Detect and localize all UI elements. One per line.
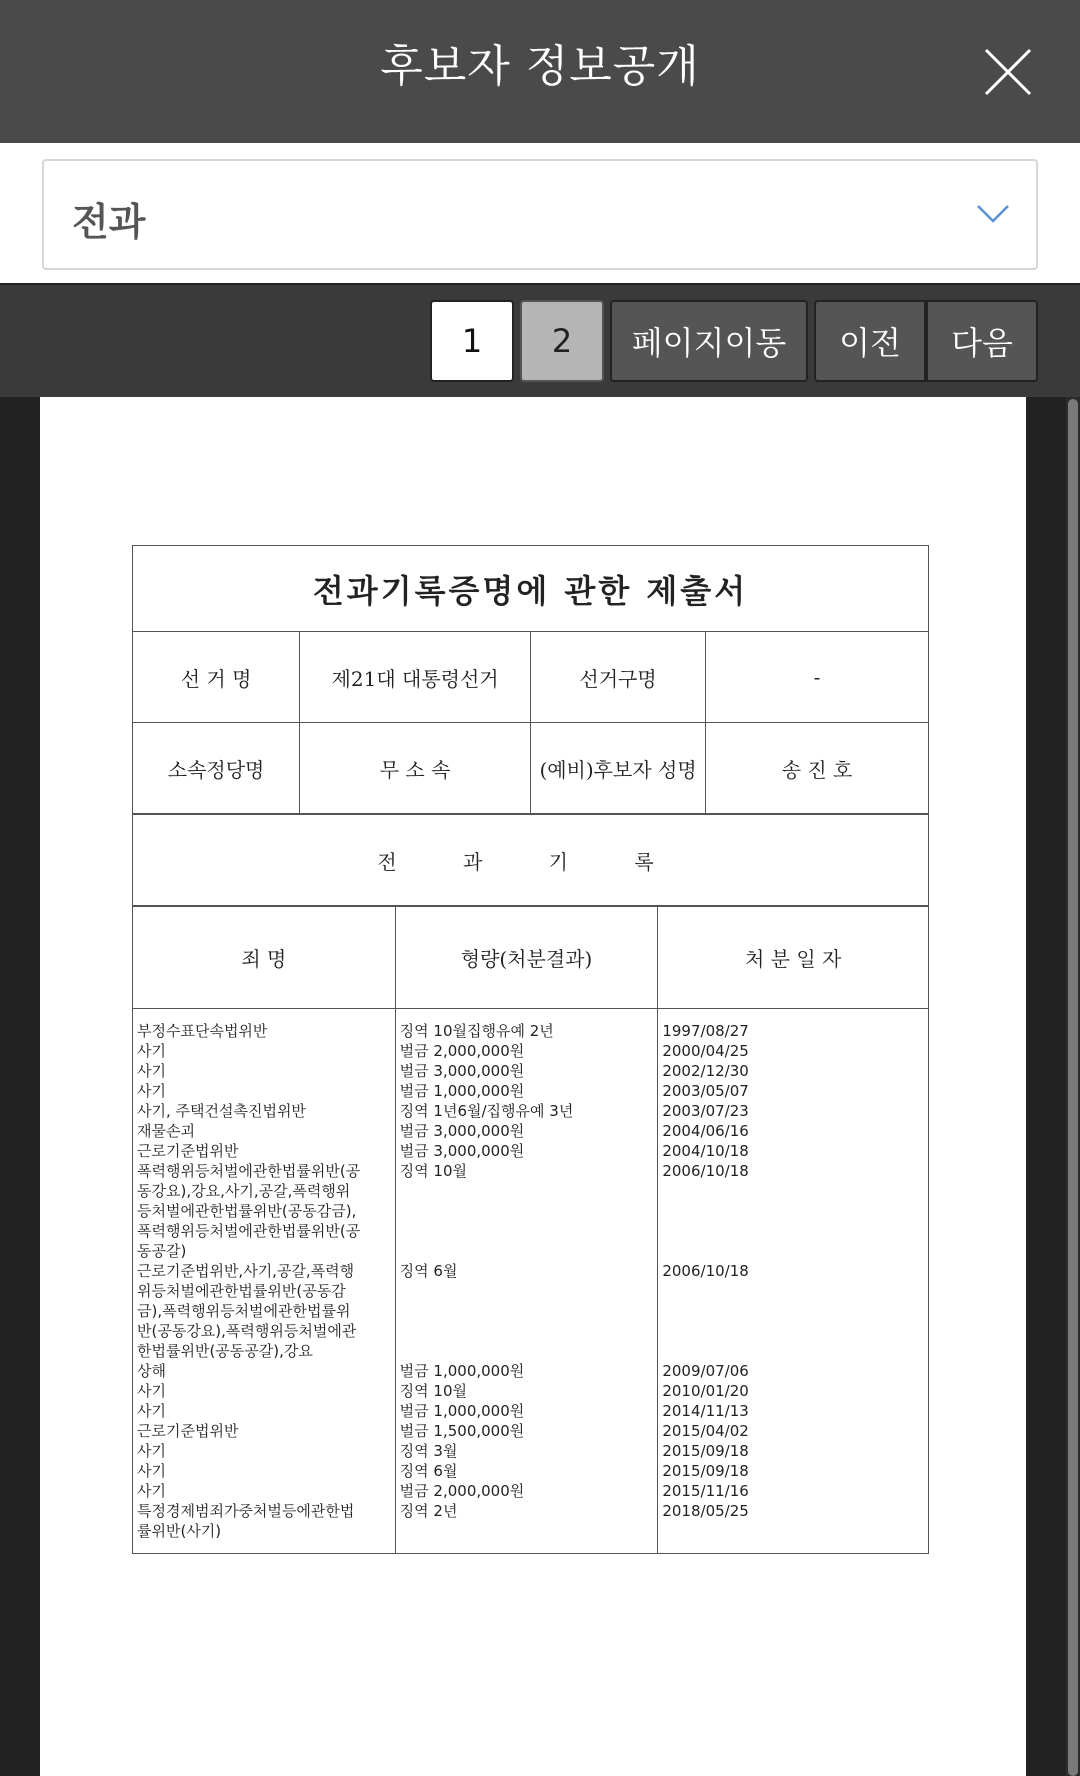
crime-line: 사기, 주택건설촉진법위반 (137, 1102, 306, 1120)
date-line: 2003/07/23 (662, 1102, 749, 1120)
party-value: 무 소 속 (300, 723, 531, 814)
sentence-line: 벌금 1,000,000원 (399, 1082, 525, 1100)
date-line: 2004/10/18 (662, 1142, 749, 1160)
sentence-line (400, 1341, 656, 1361)
crime-line: 동공갈) (137, 1242, 187, 1260)
date-line: 2015/04/02 (662, 1422, 749, 1440)
date-line (662, 1221, 926, 1241)
sentence-list (395, 1009, 658, 1554)
sentence-line (400, 1241, 656, 1261)
date-line: 2014/11/13 (662, 1402, 749, 1420)
sentence-line (400, 1521, 656, 1541)
sentence-line (400, 1301, 656, 1321)
crime-line: 사기 (137, 1062, 166, 1080)
crime-line: 한법률위반(공동공갈),강요 (137, 1342, 313, 1360)
sentence-line (400, 1321, 656, 1341)
category-select[interactable] (42, 159, 1038, 270)
crime-line: 금),폭력행위등처벌에관한법률위 (137, 1302, 351, 1320)
page-2-button[interactable]: 2 (520, 300, 604, 382)
criminal-record-form (132, 545, 929, 1554)
date-line (662, 1201, 926, 1221)
date-line: 2018/05/25 (662, 1502, 749, 1520)
candidate-label: (예비)후보자 성명 (530, 723, 705, 814)
date-line: 2006/10/18 (662, 1262, 749, 1280)
sentence-line: 징역 2년 (399, 1502, 458, 1520)
election-label: 선 거 명 (133, 632, 300, 723)
date-line (662, 1341, 926, 1361)
next-button[interactable]: 다음 (926, 300, 1038, 382)
crime-line: 폭력행위등처벌에관한법률위반(공 (137, 1162, 361, 1180)
sentence-line: 징역 10월 (399, 1162, 467, 1180)
date-line (662, 1321, 926, 1341)
crime-line: 사기 (137, 1442, 166, 1460)
sentence-line: 징역 10월 (399, 1382, 467, 1400)
district-value: - (706, 632, 929, 723)
modal-title: 후보자 정보공개 (380, 41, 700, 92)
crime-line: 사기 (137, 1082, 166, 1100)
date-line: 2004/06/16 (662, 1122, 749, 1140)
date-line (662, 1521, 926, 1541)
sentence-line: 벌금 1,500,000원 (399, 1422, 525, 1440)
crime-line: 위등처벌에관한법률위반(공동감 (137, 1282, 346, 1300)
crime-line: 부정수표단속법위반 (137, 1022, 268, 1040)
crime-line: 등처벌에관한법률위반(공동감금), (137, 1202, 357, 1220)
date-line (662, 1281, 926, 1301)
category-select-value: 전과 (72, 200, 146, 244)
date-line: 2006/10/18 (662, 1162, 749, 1180)
pagination-bar (0, 283, 1080, 397)
column-header-date: 처 분 일 자 (658, 907, 929, 1009)
sentence-line (400, 1181, 656, 1201)
document-viewer[interactable] (0, 397, 1080, 1776)
sentence-line: 벌금 2,000,000원 (399, 1042, 525, 1060)
date-line: 2009/07/06 (662, 1362, 749, 1380)
date-line: 2015/09/18 (662, 1462, 749, 1480)
sentence-line: 벌금 1,000,000원 (399, 1362, 525, 1380)
sentence-line: 벌금 3,000,000원 (399, 1142, 525, 1160)
page-move-button[interactable]: 페이지이동 (610, 300, 808, 382)
date-line: 2015/11/16 (662, 1482, 749, 1500)
sentence-line: 징역 6월 (399, 1462, 458, 1480)
party-label: 소속정당명 (133, 723, 300, 814)
date-line: 1997/08/27 (662, 1022, 749, 1040)
sentence-line: 징역 3월 (399, 1442, 458, 1460)
sentence-line: 벌금 3,000,000원 (399, 1062, 525, 1080)
date-line: 2010/01/20 (662, 1382, 749, 1400)
prev-button[interactable]: 이전 (814, 300, 926, 382)
date-line (662, 1301, 926, 1321)
modal-header (0, 0, 1080, 143)
crime-line: 률위반(사기) (137, 1522, 222, 1540)
sentence-line: 징역 10월집행유예 2년 (399, 1022, 554, 1040)
district-label: 선거구명 (530, 632, 705, 723)
document-page (40, 397, 1026, 1776)
scrollbar-thumb[interactable] (1068, 399, 1078, 1776)
date-line: 2015/09/18 (662, 1442, 749, 1460)
close-icon[interactable] (982, 46, 1034, 98)
crime-line: 사기 (137, 1462, 166, 1480)
crime-line: 사기 (137, 1382, 166, 1400)
column-header-sentence: 형량(처분결과) (395, 907, 658, 1009)
election-value: 제21대 대통령선거 (300, 632, 531, 723)
section-title: 전 과 기 록 (133, 815, 929, 906)
category-select-area (0, 143, 1080, 283)
crime-line: 사기 (137, 1482, 166, 1500)
crime-line: 사기 (137, 1042, 166, 1060)
date-line: 2002/12/30 (662, 1062, 749, 1080)
date-line (662, 1241, 926, 1261)
sentence-line: 징역 1년6월/집행유예 3년 (399, 1102, 574, 1120)
crime-line: 반(공동강요),폭력행위등처벌에관 (137, 1322, 357, 1340)
date-line (662, 1181, 926, 1201)
sentence-line (400, 1201, 656, 1221)
crime-line: 폭력행위등처벌에관한법률위반(공 (137, 1222, 361, 1240)
date-list (658, 1009, 929, 1554)
sentence-line: 벌금 2,000,000원 (399, 1482, 525, 1500)
sentence-line (400, 1221, 656, 1241)
document-title: 전과기록증명에 관한 제출서 (133, 546, 929, 632)
crime-line: 상해 (137, 1362, 166, 1380)
crime-list (133, 1009, 396, 1554)
crime-line: 특정경제범죄가중처벌등에관한법 (137, 1502, 355, 1520)
column-header-crime: 죄 명 (133, 907, 396, 1009)
sentence-line: 벌금 1,000,000원 (399, 1402, 525, 1420)
crime-line: 사기 (137, 1402, 166, 1420)
crime-line: 동강요),강요,사기,공갈,폭력행위 (137, 1182, 351, 1200)
date-line: 2000/04/25 (662, 1042, 749, 1060)
sentence-line: 벌금 3,000,000원 (399, 1122, 525, 1140)
candidate-value: 송 진 호 (706, 723, 929, 814)
crime-line: 근로기준법위반 (137, 1142, 239, 1160)
sentence-line: 징역 6월 (399, 1262, 458, 1280)
sentence-line (400, 1281, 656, 1301)
crime-line: 근로기준법위반 (137, 1422, 239, 1440)
crime-line: 근로기준법위반,사기,공갈,폭력행 (137, 1262, 355, 1280)
chevron-down-icon (976, 203, 1010, 225)
page-1-button[interactable]: 1 (430, 300, 514, 382)
crime-line: 재물손괴 (137, 1122, 195, 1140)
date-line: 2003/05/07 (662, 1082, 749, 1100)
